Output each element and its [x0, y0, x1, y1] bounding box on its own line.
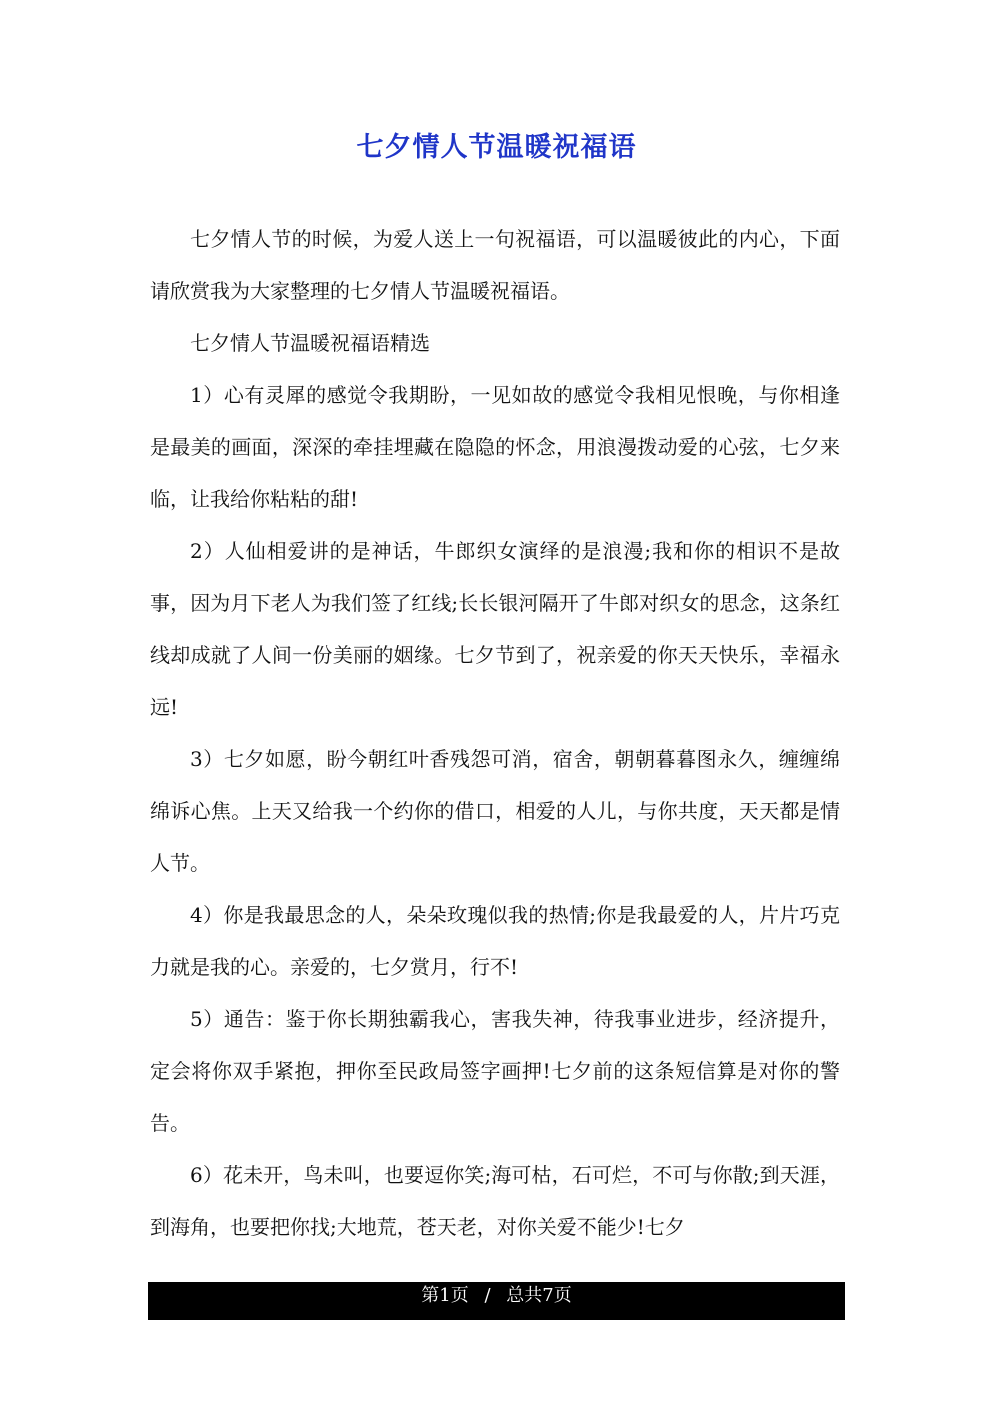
list-item: 5）通告：鉴于你长期独霸我心，害我失神，待我事业进步，经济提升，定会将你双手紧抱，押你至民政局签字画押!七夕前的这条短信算是对你的警告。: [150, 1007, 840, 1135]
list-item: 1）心有灵犀的感觉令我期盼，一见如故的感觉令我相见恨晚，与你相逢是最美的画面，深深的牵挂埋藏在隐隐的怀念，用浪漫拨动爱的心弦，七夕来临，让我给你粘粘的甜!: [150, 383, 840, 511]
document-title: 七夕情人节温暖祝福语: [356, 132, 637, 163]
document-body: [150, 213, 840, 1253]
page-footer: [148, 1282, 845, 1320]
page-number: 第1页: [421, 1285, 469, 1306]
page-separator: /: [484, 1285, 491, 1306]
list-item: 6）花未开，鸟未叫，也要逗你笑;海可枯，石可烂，不可与你散;到天涯，到海角，也要把你找;大地荒，苍天老，对你关爱不能少!七夕: [150, 1163, 840, 1239]
list-item: 4）你是我最思念的人，朵朵玫瑰似我的热情;你是我最爱的人，片片巧克力就是我的心。亲爱的，七夕赏月，行不!: [150, 903, 840, 979]
list-item: 3）七夕如愿，盼今朝红叶香残怨可消，宿舍，朝朝暮暮图永久，缠缠绵绵诉心焦。上天又给我一个约你的借口，相爱的人儿，与你共度，天天都是情人节。: [150, 747, 840, 875]
section-heading: 七夕情人节温暖祝福语精选: [190, 331, 430, 355]
intro-paragraph: 七夕情人节的时候，为爱人送上一句祝福语，可以温暖彼此的内心，下面请欣赏我为大家整理的七夕情人节温暖祝福语。: [150, 227, 840, 303]
page-total: 总共7页: [506, 1285, 572, 1306]
list-item: 2）人仙相爱讲的是神话，牛郎织女演绎的是浪漫;我和你的相识不是故事，因为月下老人为我们签了红线;长长银河隔开了牛郎对织女的思念，这条红线却成就了人间一份美丽的姻缘。七夕节到了，祝亲爱的你天天快乐，幸福永远!: [150, 539, 840, 719]
